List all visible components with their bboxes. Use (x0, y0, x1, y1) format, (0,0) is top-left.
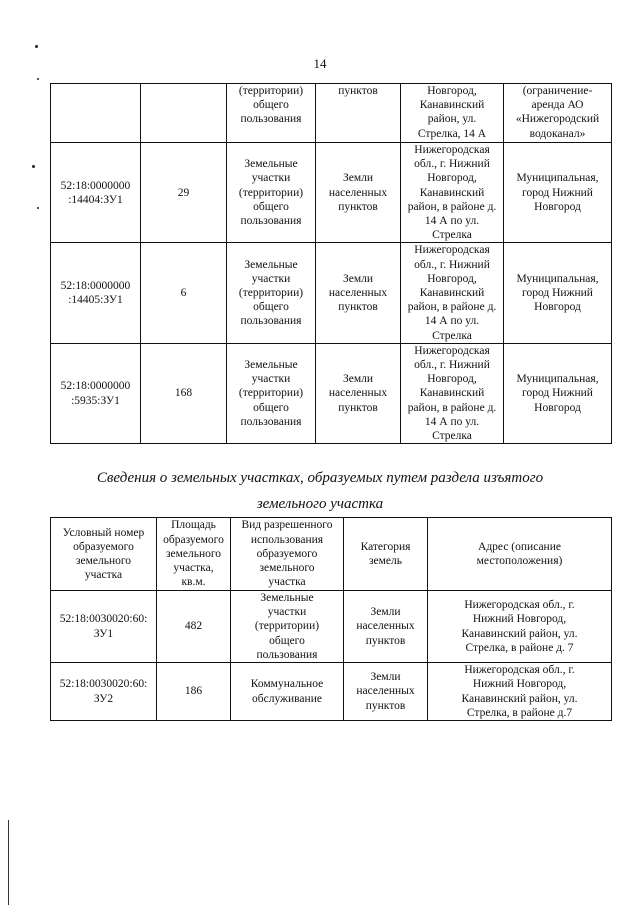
cell-owner: Муниципальная, город Нижний Новгород (504, 343, 612, 443)
cell-address: Нижегородская обл., г. Нижний Новгород, Канавинский район, в районе д. 14 А по ул. Стрелка (401, 243, 504, 343)
table-row (51, 143, 612, 243)
cell-use: Земельные участки (территории) общего пользования (227, 243, 316, 343)
page-number: 14 (313, 56, 327, 71)
cell-category: Земли населенных пунктов (316, 343, 401, 443)
cell-number: 52:18:0000000 :14404:ЗУ1 (51, 143, 141, 243)
cell-use: Коммунальное обслуживание (231, 663, 344, 721)
cell-category: Земли населенных пунктов (344, 591, 428, 663)
header-address: Адрес (описание местоположения) (428, 518, 612, 591)
scan-mark (37, 78, 39, 80)
cell-owner: (ограничение- аренда АО «Нижегородский водоканал» (504, 84, 612, 143)
scan-edge (8, 820, 9, 905)
cell-number (51, 84, 141, 143)
cell-owner: Муниципальная, город Нижний Новгород (504, 143, 612, 243)
table-header-row (51, 518, 612, 591)
cell-number: 52:18:0000000 :5935:ЗУ1 (51, 343, 141, 443)
scan-mark (32, 165, 35, 168)
table-row (51, 243, 612, 343)
cell-owner: Муниципальная, город Нижний Новгород (504, 243, 612, 343)
header-use: Вид разрешенного использования образуемого земельного участка (231, 518, 344, 591)
cell-area: 6 (141, 243, 227, 343)
cell-area: 186 (157, 663, 231, 721)
cell-category: Земли населенных пунктов (316, 243, 401, 343)
cell-area: 482 (157, 591, 231, 663)
cell-use: Земельные участки (территории) общего пользования (227, 143, 316, 243)
cell-address: Нижегородская обл., г. Нижний Новгород, Канавинский район, в районе д. 14 А по ул. Стрелка (401, 343, 504, 443)
table-row (51, 84, 612, 143)
section-heading: Сведения о земельных участках, образуемых путем раздела изъятого (96, 470, 544, 486)
land-plots-table (50, 83, 612, 444)
table-row (51, 663, 612, 721)
cell-use: Земельные участки (территории) общего пользования (227, 343, 316, 443)
cell-use: Земельные участки (территории) общего пользования (231, 591, 344, 663)
header-category: Категория земель (344, 518, 428, 591)
cell-area: 168 (141, 343, 227, 443)
cell-address: Нижегородская обл., г. Нижний Новгород, Канавинский район, ул. Стрелка, в районе д.7 (428, 663, 612, 721)
cell-address: Новгород, Канавинский район, ул. Стрелка, 14 А (401, 84, 504, 143)
table-row (51, 343, 612, 443)
section-heading-continued: земельного участка (256, 496, 384, 512)
cell-address: Нижегородская обл., г. Нижний Новгород, Канавинский район, в районе д. 14 А по ул. Стрелка (401, 143, 504, 243)
cell-area (141, 84, 227, 143)
cell-category: Земли населенных пунктов (316, 143, 401, 243)
cell-number: 52:18:0000000 :14405:ЗУ1 (51, 243, 141, 343)
cell-area: 29 (141, 143, 227, 243)
scan-mark (37, 207, 39, 209)
cell-number: 52:18:0030020:60: ЗУ2 (51, 663, 157, 721)
scan-mark (35, 45, 38, 48)
cell-category: пунктов (316, 84, 401, 143)
header-number: Условный номер образуемого земельного участка (51, 518, 157, 591)
cell-use: (территории) общего пользования (227, 84, 316, 143)
table-row (51, 591, 612, 663)
cell-address: Нижегородская обл., г. Нижний Новгород, Канавинский район, ул. Стрелка, в районе д. 7 (428, 591, 612, 663)
header-area: Площадь образуемого земельного участка, кв.м. (157, 518, 231, 591)
cell-number: 52:18:0030020:60: ЗУ1 (51, 591, 157, 663)
new-plots-table (50, 517, 612, 721)
cell-category: Земли населенных пунктов (344, 663, 428, 721)
